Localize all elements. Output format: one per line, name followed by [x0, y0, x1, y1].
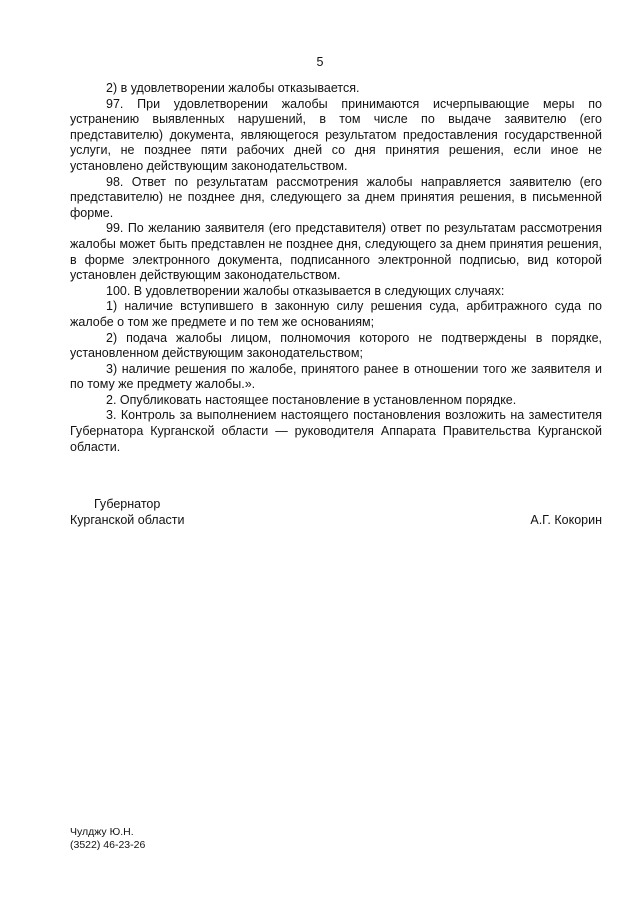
paragraph-100-item-3: 3) наличие решения по жалобе, принятого ранее в отношении того же заявителя и по тому же предмету жалобы.». — [70, 361, 602, 392]
executor-phone: (3522) 46-23-26 — [70, 839, 146, 851]
paragraph-100-item-2: 2) подача жалобы лицом, полномочия которого не подтверждены в порядке, установленном действующим законодательством; — [70, 330, 602, 361]
paragraph-control: 3. Контроль за выполнением настоящего постановления возложить на заместителя Губернатора Курганской области — руководителя Аппарата Правительства Курганской области. — [70, 408, 602, 454]
page-number: 5 — [316, 55, 324, 69]
document-body — [70, 81, 602, 455]
paragraph-99: 99. По желанию заявителя (его представителя) ответ по результатам рассмотрения жалобы может быть представлен не позднее дня, следующего за днем принятия решения, в форме электронного документа, подписанного электронной подписью, вид которой установлен действующим законодательством. — [70, 221, 602, 283]
paragraph-98: 98. Ответ по результатам рассмотрения жалобы направляется заявителю (его представителю) не позднее дня, следующего за днем принятия решения, в письменной форме. — [70, 174, 602, 220]
signature-row — [70, 513, 602, 529]
signature-position-line1: Губернатор — [94, 497, 161, 511]
paragraph-100: 100. В удовлетворении жалобы отказывается в следующих случаях: — [106, 283, 505, 298]
executor-footer — [70, 826, 145, 852]
signature-name: А.Г. Кокорин — [530, 512, 602, 527]
paragraph-100-item-1: 1) наличие вступившего в законную силу решения суда, арбитражного суда по жалобе о том же предмете и по тем же основаниям; — [70, 299, 602, 329]
signature-position-line2: Курганской области — [70, 512, 185, 527]
paragraph-refusal-item: 2) в удовлетворении жалобы отказывается. — [106, 81, 360, 95]
executor-name: Чулджу Ю.Н. — [70, 826, 134, 838]
signature-block — [70, 497, 602, 528]
paragraph-publish: 2. Опубликовать настоящее постановление в установленном порядке. — [106, 392, 517, 407]
paragraph-97: 97. При удовлетворении жалобы принимаются исчерпывающие меры по устранению выявленных нарушений, в том числе по выдаче заявителю (его представителю) документа, являющегося результатом предоставления государственной услуги, не позднее пяти рабочих дней со дня принятия решения, если иное не установлено действующим законодательством. — [70, 96, 602, 173]
